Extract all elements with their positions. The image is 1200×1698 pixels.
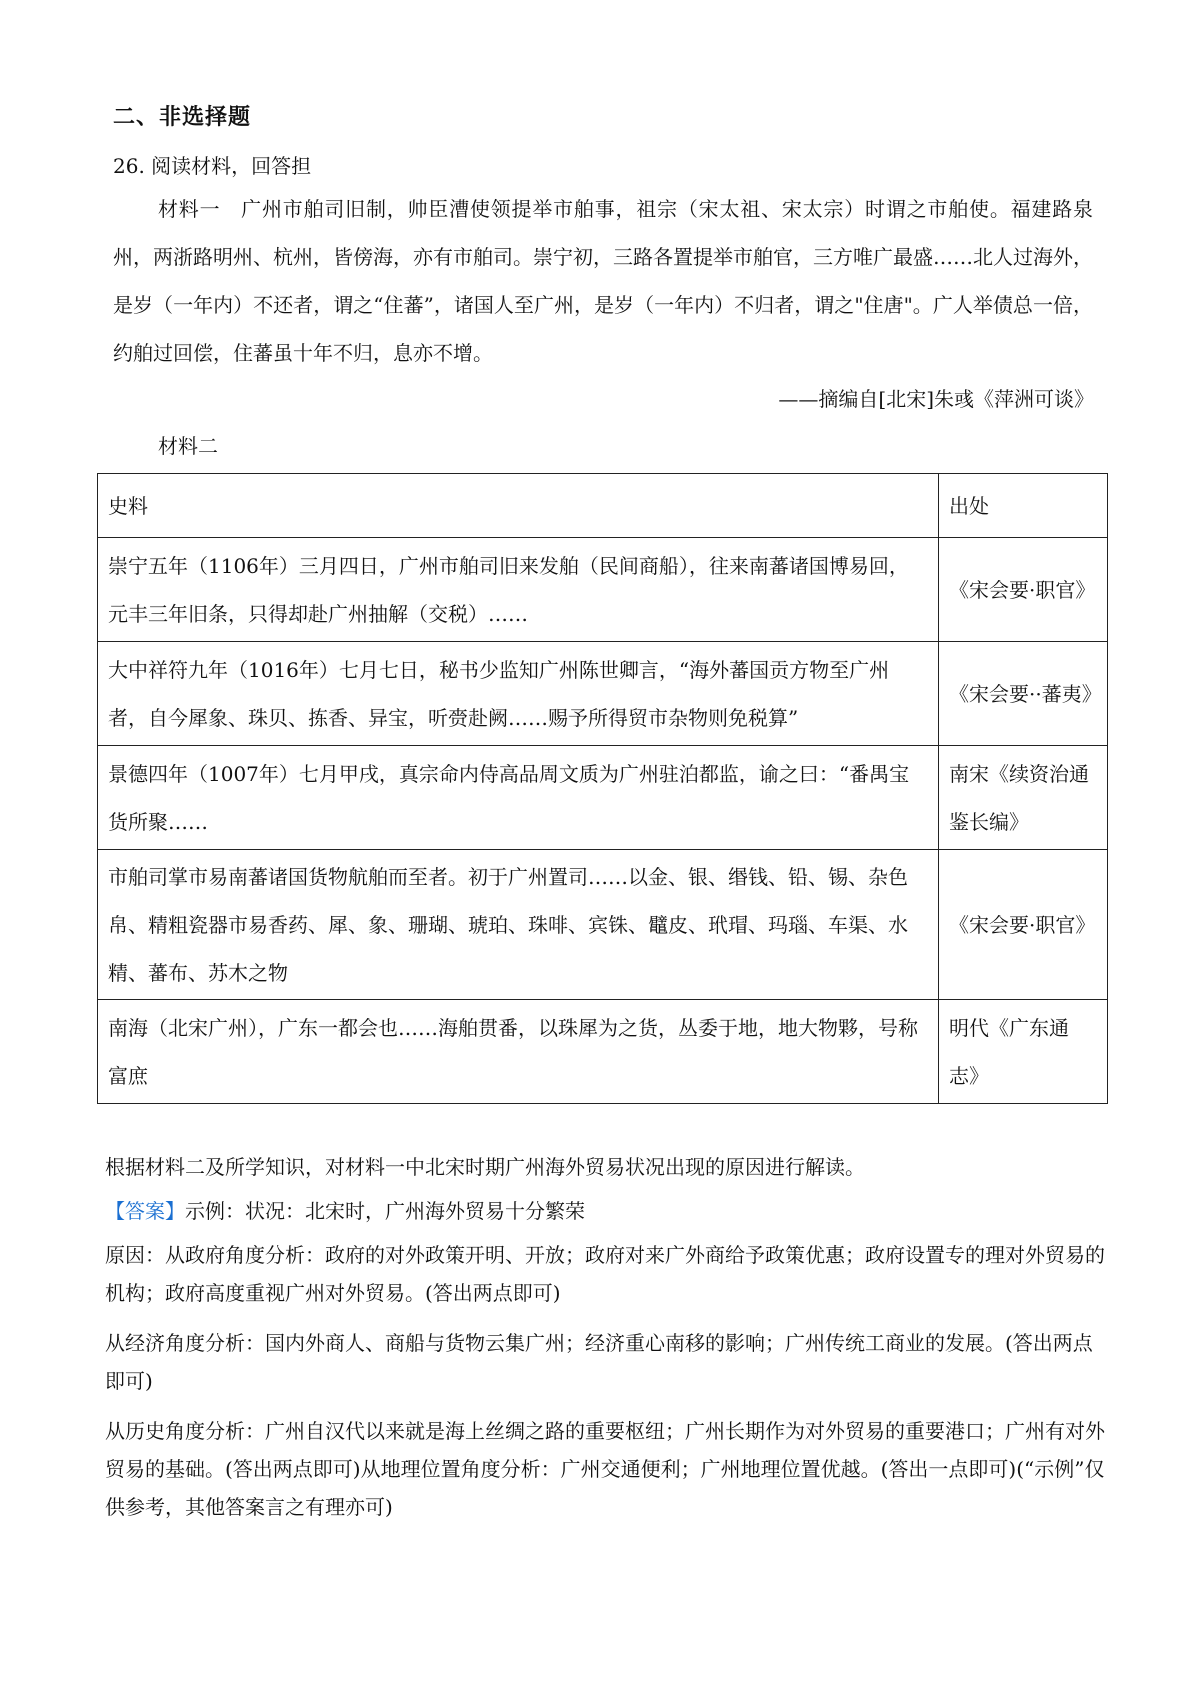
- table-header-cell: 出处: [939, 474, 1108, 538]
- table-cell-text: 市舶司掌市易南蕃诸国货物航舶而至者。初于广州置司……以金、银、缗钱、铅、锡、杂色帛、精粗瓷器市易香药、犀、象、珊瑚、琥珀、珠啡、宾铢、鼊皮、玳瑁、玛瑙、车渠、水精、蕃布、苏木之物: [98, 850, 939, 1000]
- table-cell-text: 大中祥符九年（1016年）七月七日，秘书少监知广州陈世卿言，“海外蕃国贡方物至广州者，自今犀象、珠贝、拣香、异宝，听赍赴阙……赐予所得贸市杂物则免税算”: [98, 642, 939, 746]
- table-cell-text: 南海（北宋广州），广东一都会也……海舶贯番，以珠犀为之货，丛委于地，地大物夥，号称富庶: [98, 1000, 939, 1104]
- table-row: [98, 538, 1108, 642]
- table-cell-source: 《宋会要·职官》: [939, 538, 1108, 642]
- table-cell-text: 崇宁五年（1106年）三月四日，广州市舶司旧来发舶（民间商船），往来南蕃诸国博易回，元丰三年旧条，只得却赴广州抽解（交税）……: [98, 538, 939, 642]
- table-header-row: [98, 474, 1108, 538]
- material-one-source: ——摘编自[北宋]朱彧《萍洲可谈》: [778, 387, 1094, 411]
- table-cell-source: 明代《广东通志》: [939, 1000, 1108, 1104]
- table-cell-source: 《宋会要·职官》: [939, 850, 1108, 1000]
- answer-reason-history-geography: 从历史角度分析：广州自汉代以来就是海上丝绸之路的重要枢纽；广州长期作为对外贸易的重要港口；广州有对外贸易的基础。(答出两点即可)从地理位置角度分析：广州交通便利；广州地理位置优越。(答出一点即可)(“示例”仅供参考，其他答案言之有理亦可): [105, 1419, 1105, 1519]
- answer-label: 【答案】: [105, 1199, 185, 1223]
- section-title: 二、非选择题: [113, 104, 252, 130]
- table-cell-text: 景德四年（1007年）七月甲戌，真宗命内侍高品周文质为广州驻泊都监，谕之曰：“番禺宝货所聚……: [98, 746, 939, 850]
- material-two-label: 材料二: [158, 434, 218, 458]
- question-prompt: 根据材料二及所学知识，对材料一中北宋时期广州海外贸易状况出现的原因进行解读。: [105, 1155, 865, 1179]
- table-header-cell: 史料: [98, 474, 939, 538]
- table-row: [98, 642, 1108, 746]
- answer-reason-government: 原因：从政府角度分析：政府的对外政策开明、开放；政府对来广外商给予政策优惠；政府设置专的理对外贸易的机构；政府高度重视广州对外贸易。(答出两点即可): [105, 1243, 1105, 1305]
- table-row: [98, 850, 1108, 1000]
- table-cell-source: 《宋会要··蕃夷》: [939, 642, 1108, 746]
- answer-status-line: [105, 1192, 1105, 1230]
- question-number-line: 26. 阅读材料，回答担: [113, 154, 312, 178]
- answer-status: 示例：状况：北宋时，广州海外贸易十分繁荣: [185, 1199, 585, 1223]
- table-cell-source: 南宋《续资治通鉴长编》: [939, 746, 1108, 850]
- table-row: [98, 746, 1108, 850]
- historical-sources-table: [97, 473, 1108, 1104]
- table-row: [98, 1000, 1108, 1104]
- answer-reason-economy: 从经济角度分析：国内外商人、商船与货物云集广州；经济重心南移的影响；广州传统工商业的发展。(答出两点即可): [105, 1331, 1093, 1393]
- material-one-text: 材料一 广州市舶司旧制，帅臣漕使领提举市舶事，祖宗（宋太祖、宋太宗）时谓之市舶使。福建路泉州，两浙路明州、杭州，皆傍海，亦有市舶司。崇宁初，三路各置提举市舶官，三方唯广最盛……北人过海外，是岁（一年内）不还者，谓之“住蕃”，诸国人至广州，是岁（一年内）不归者，谓之"住唐"。广人举债总一倍，约舶过回偿，住蕃虽十年不归，息亦不增。: [113, 197, 1093, 365]
